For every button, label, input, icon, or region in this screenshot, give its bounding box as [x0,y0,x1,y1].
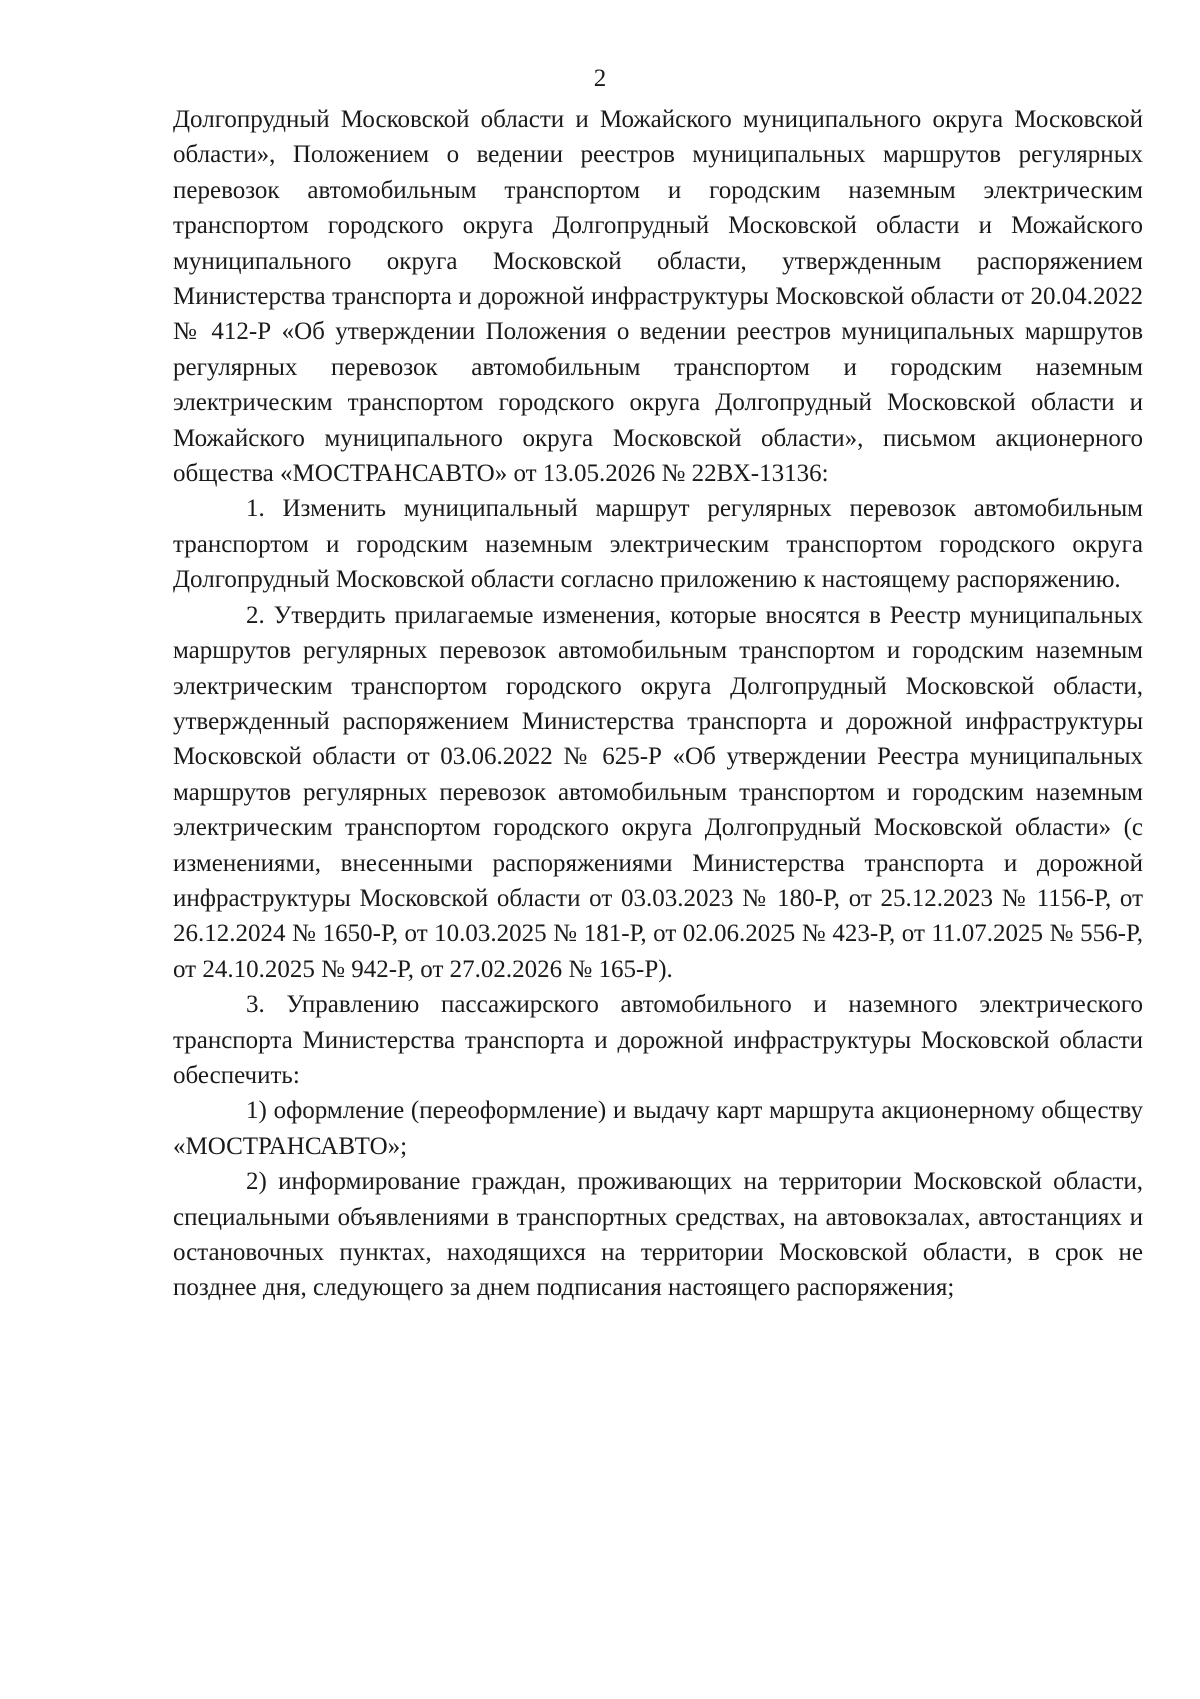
paragraph-item-1: 1. Изменить муниципальный маршрут регулярных перевозок автомобильным транспортом и городским наземным электрическим транспортом городского округа Долгопрудный Московской области согласно приложению к настоящему распоряжению. [173,495,1143,594]
paragraph-item-2: 2. Утвердить прилагаемые изменения, которые вносятся в Реестр муниципальных маршрутов регулярных перевозок автомобильным транспортом и городским наземным электрическим транспортом городского округа Долгопрудный Московской области, утвержденный распоряжением Министерства транспорта и дорожной инфраструктуры Московской области от 03.06.2022 № 625-Р «Об утверждении Реестра муниципальных маршрутов регулярных перевозок автомобильным транспортом и городским наземным электрическим транспортом городского округа Долгопрудный Московской области» (с изменениями, внесенными распоряжениями Министерства транспорта и дорожной инфраструктуры Московской области от 03.03.2023 № 180-Р, от 25.12.2023 № 1156-Р, от 26.12.2024 № 1650-Р, от 10.03.2025 № 181-Р, от 02.06.2025 № 423-Р, от 11.07.2025 № 556-Р, от 24.10.2025 № 942-Р, от 27.02.2026 № 165-Р). [173,601,1143,983]
paragraph-continuation: Долгопрудный Московской области и Можайского муниципального округа Московской области», Положением о ведении реестров муниципальных маршрутов регулярных перевозок автомобильным транспортом и городским наземным электрическим транспортом городского округа Долгопрудный Московской области и Можайского муниципального округа Московской области, утвержденным распоряжением Министерства транспорта и дорожной инфраструктуры Московской области от 20.04.2022 № 412-Р «Об утверждении Положения о ведении реестров муниципальных маршрутов регулярных перевозок автомобильным транспортом и городским наземным электрическим транспортом городского округа Долгопрудный Московской области и Можайского муниципального округа Московской области», письмом акционерного общества «МОСТРАНСАВТО» от 13.05.2026 № 22ВХ-13136: [173,106,1143,488]
paragraph-item-3: 3. Управлению пассажирского автомобильного и наземного электрического транспорта Министерства транспорта и дорожной инфраструктуры Московской области обеспечить: [173,991,1143,1089]
paragraph-subitem-1: 1) оформление (переоформление) и выдачу карт маршрута акционерному обществу «МОСТРАНСАВТО»; [173,1097,1143,1160]
document-body [173,102,1143,1306]
paragraph-subitem-2: 2) информирование граждан, проживающих на территории Московской области, специальными объявлениями в транспортных средствах, на автовокзалах, автостанциях и остановочных пунктах, находящихся на территории Московской области, в срок не позднее дня, следующего за днем подписания настоящего распоряжения; [173,1168,1143,1302]
page-number: 2 [593,65,607,92]
